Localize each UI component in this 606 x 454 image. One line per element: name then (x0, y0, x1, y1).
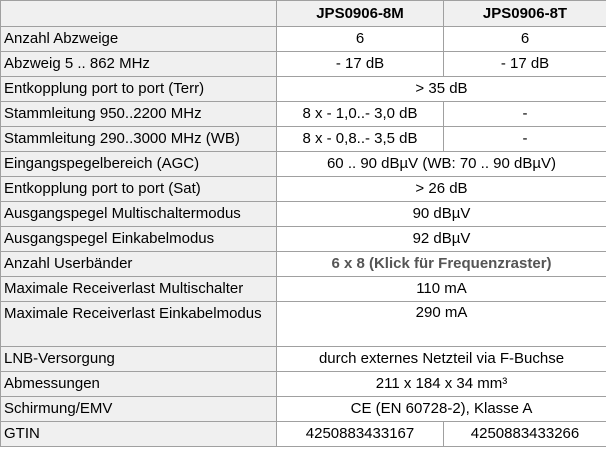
table-row (1, 127, 606, 152)
row-label: Entkopplung port to port (Sat) (1, 177, 277, 202)
row-label: Maximale Receiverlast Einkabelmodus (1, 302, 277, 347)
row-label: Anzahl Abzweige (1, 27, 277, 52)
value-8m: 4250883433167 (277, 422, 444, 447)
table-row (1, 227, 606, 252)
row-label: Stammleitung 950..2200 MHz (1, 102, 277, 127)
value-both: 90 dBµV (277, 202, 606, 227)
row-label: Entkopplung port to port (Terr) (1, 77, 277, 102)
header-row (1, 1, 606, 27)
frequency-grid-link[interactable]: 6 x 8 (Klick für Frequenzraster) (277, 252, 606, 277)
table-row (1, 277, 606, 302)
value-both: 211 x 184 x 34 mm³ (277, 372, 606, 397)
value-both: > 26 dB (277, 177, 606, 202)
table-row (1, 52, 606, 77)
row-label: Anzahl Userbänder (1, 252, 277, 277)
row-label: LNB-Versorgung (1, 347, 277, 372)
row-label: Abzweig 5 .. 862 MHz (1, 52, 277, 77)
value-8t: - (444, 102, 606, 127)
value-8m: 6 (277, 27, 444, 52)
table-row (1, 202, 606, 227)
row-label: Eingangspegelbereich (AGC) (1, 152, 277, 177)
row-label: Ausgangspegel Multischaltermodus (1, 202, 277, 227)
table-row (1, 27, 606, 52)
value-8t: 4250883433266 (444, 422, 606, 447)
table-row (1, 77, 606, 102)
value-both: 60 .. 90 dBµV (WB: 70 .. 90 dBµV) (277, 152, 606, 177)
value-both: 290 mA (277, 302, 606, 347)
header-model-8m: JPS0906-8M (277, 1, 444, 27)
row-label: Maximale Receiverlast Multischalter (1, 277, 277, 302)
row-label: GTIN (1, 422, 277, 447)
value-8m: 8 x - 1,0..- 3,0 dB (277, 102, 444, 127)
value-8m: 8 x - 0,8..- 3,5 dB (277, 127, 444, 152)
header-model-8t: JPS0906-8T (444, 1, 606, 27)
table-row (1, 177, 606, 202)
table-row (1, 302, 606, 347)
value-8t: - (444, 127, 606, 152)
value-both: > 35 dB (277, 77, 606, 102)
table-row (1, 102, 606, 127)
value-8t: 6 (444, 27, 606, 52)
row-label: Abmessungen (1, 372, 277, 397)
row-label: Stammleitung 290..3000 MHz (WB) (1, 127, 277, 152)
row-label: Ausgangspegel Einkabelmodus (1, 227, 277, 252)
table-row (1, 252, 606, 277)
table-row (1, 422, 606, 447)
value-both: CE (EN 60728-2), Klasse A (277, 397, 606, 422)
row-label: Schirmung/EMV (1, 397, 277, 422)
value-both: 92 dBµV (277, 227, 606, 252)
table-row (1, 397, 606, 422)
value-both: durch externes Netzteil via F-Buchse (277, 347, 606, 372)
value-both: 110 mA (277, 277, 606, 302)
table-row (1, 152, 606, 177)
value-8m: - 17 dB (277, 52, 444, 77)
value-8t: - 17 dB (444, 52, 606, 77)
table-row (1, 347, 606, 372)
header-blank (1, 1, 277, 27)
table-row (1, 372, 606, 397)
